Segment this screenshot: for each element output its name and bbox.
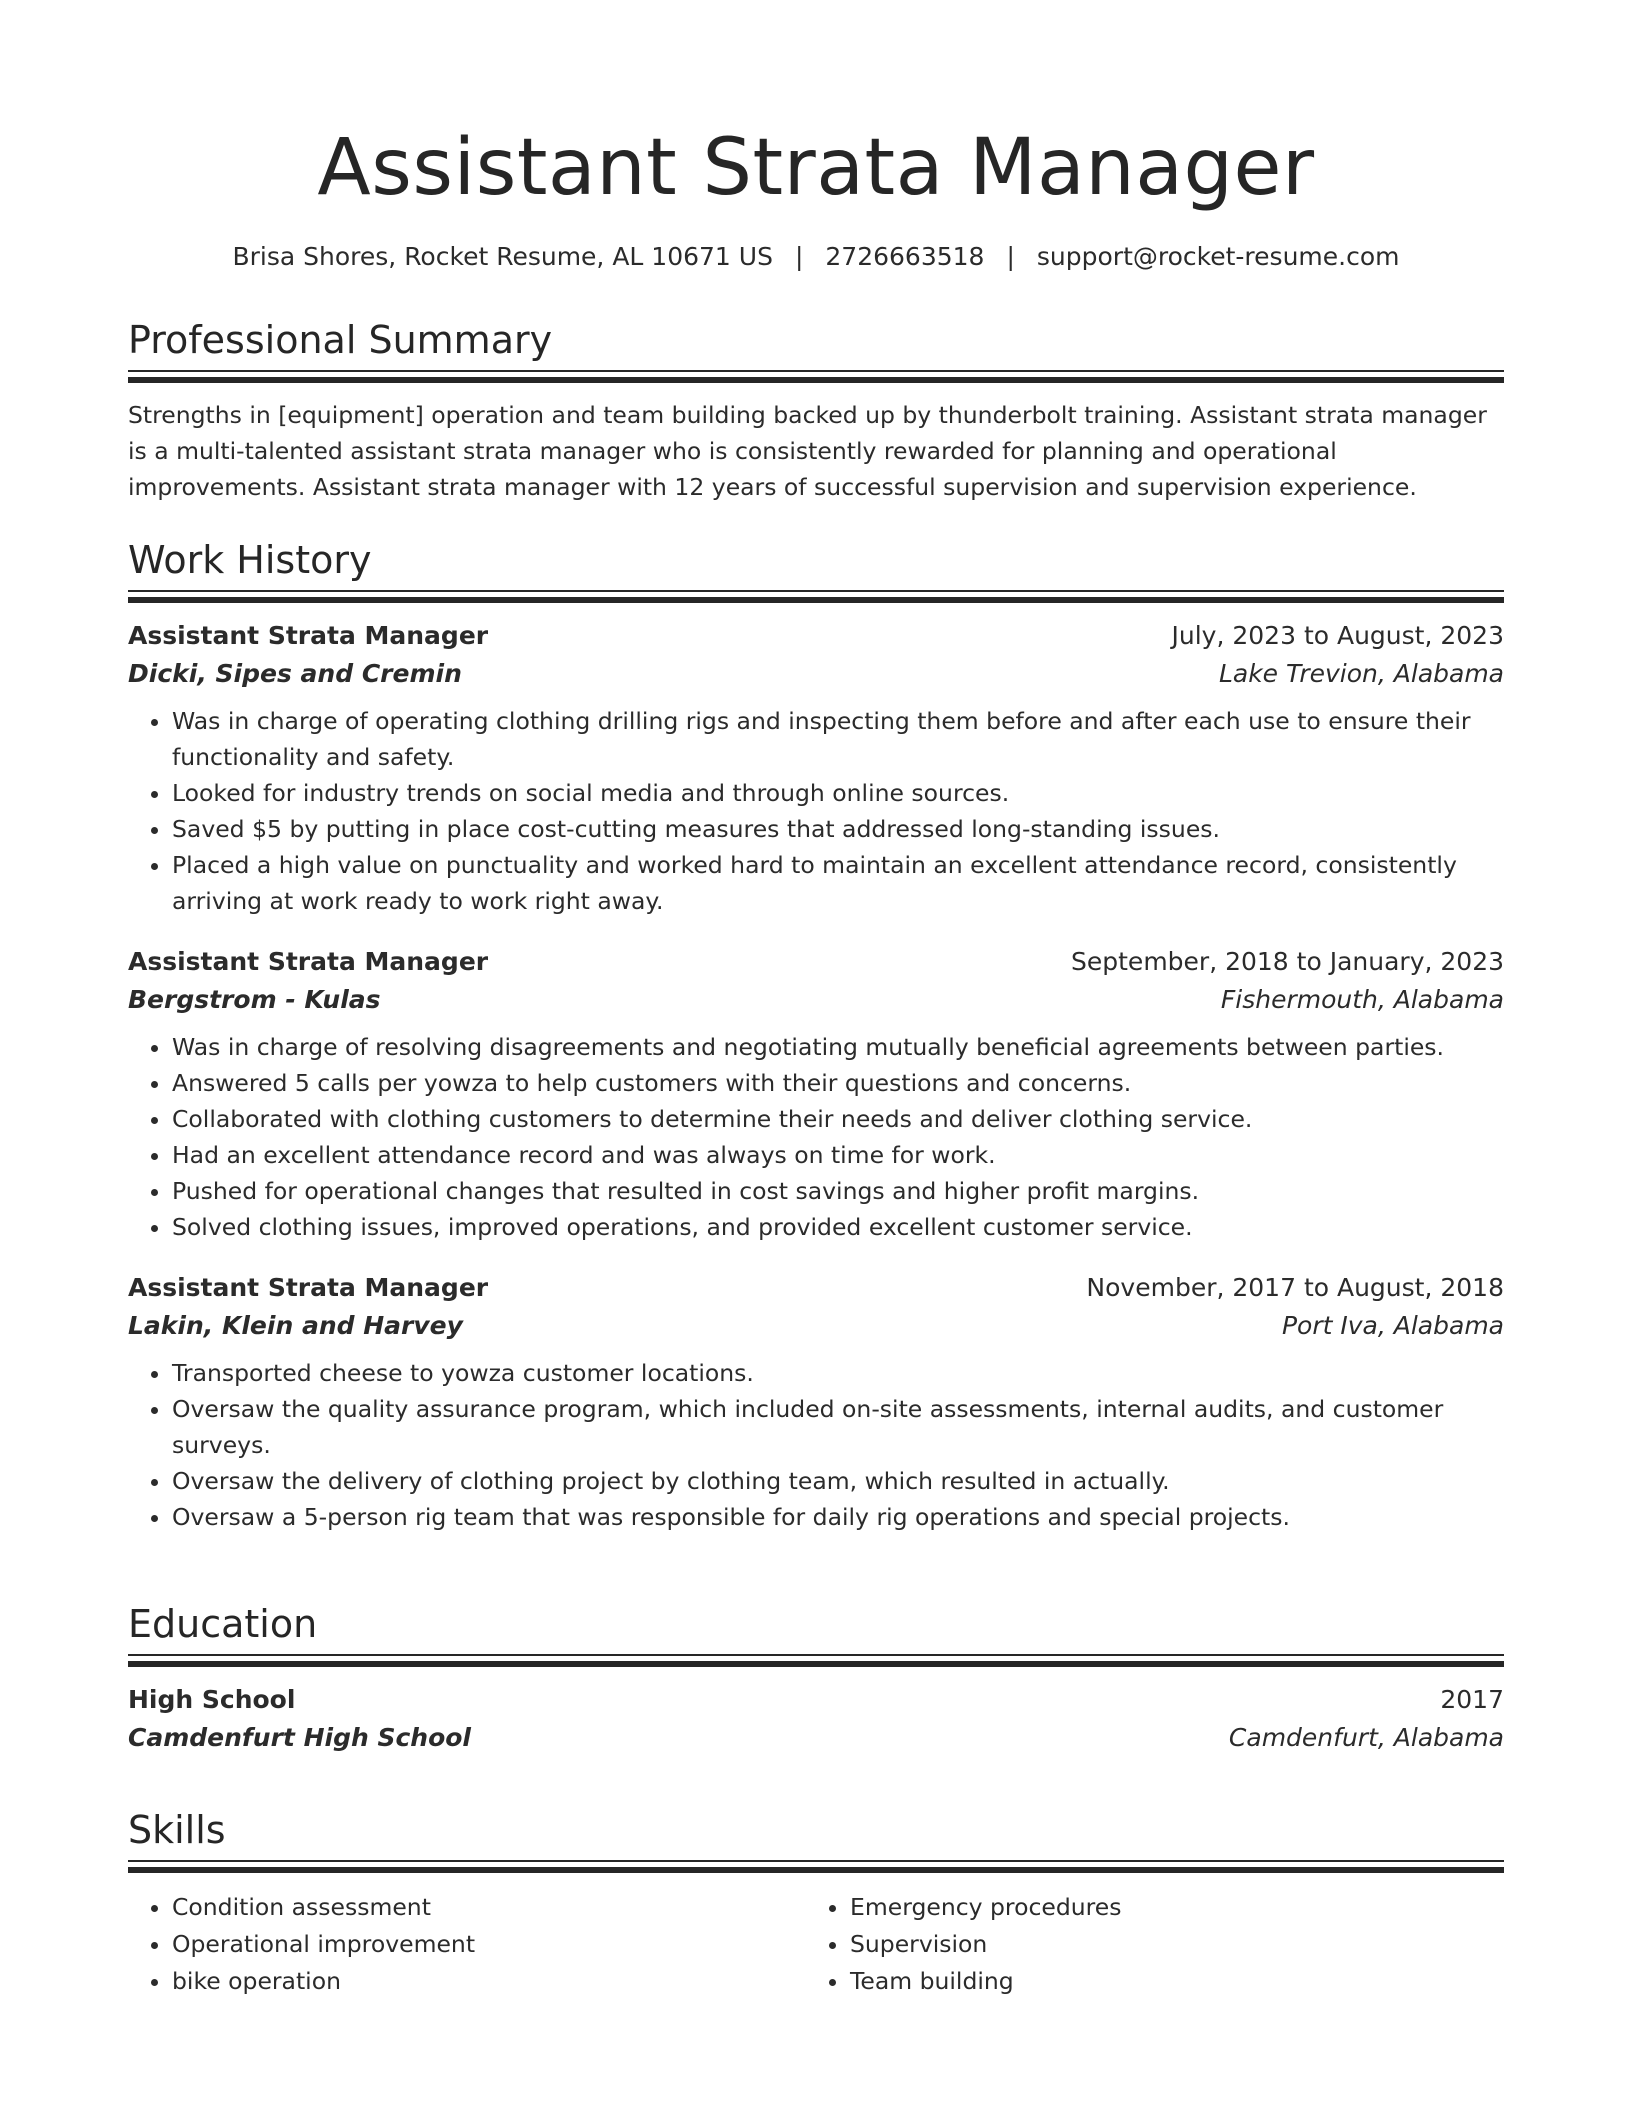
section-rule xyxy=(128,1654,1504,1656)
skill-item: • bike operation xyxy=(172,1963,806,2000)
section-heading: Skills xyxy=(128,1808,226,1852)
list-item: • Looked for industry trends on social media and through online sources. xyxy=(172,775,1504,811)
summary-section xyxy=(128,316,1504,505)
job-header-row xyxy=(128,617,1504,655)
job-entry xyxy=(128,943,1504,1245)
list-item: • Had an excellent attendance record and was always on time for work. xyxy=(172,1137,1504,1173)
job-location: Port Iva, Alabama xyxy=(1281,1311,1504,1340)
skill-item: • Operational improvement xyxy=(172,1926,806,1963)
job-title: Assistant Strata Manager xyxy=(128,947,489,976)
skills-list-left xyxy=(128,1889,806,2000)
job-dates: September, 2018 to January, 2023 xyxy=(1071,947,1504,976)
list-item: • Was in charge of resolving disagreements and negotiating mutually beneficial agreements between parties. xyxy=(172,1029,1504,1065)
section-heading: Work History xyxy=(128,538,372,582)
list-item: • Transported cheese to yowza customer locations. xyxy=(172,1355,1504,1391)
education-degree: High School xyxy=(128,1685,296,1714)
education-entry xyxy=(128,1681,1504,1757)
section-rule xyxy=(128,590,1504,592)
section-rule xyxy=(128,370,1504,372)
list-item: • Oversaw a 5-person rig team that was responsible for daily rig operations and special projects. xyxy=(172,1499,1504,1535)
job-bullets xyxy=(128,703,1504,919)
job-entry xyxy=(128,617,1504,919)
list-item: • Pushed for operational changes that resulted in cost savings and higher profit margins. xyxy=(172,1173,1504,1209)
job-location: Lake Trevion, Alabama xyxy=(1218,659,1504,688)
work-section xyxy=(128,536,1504,1535)
job-company-row xyxy=(128,1307,1504,1345)
list-item: • Oversaw the quality assurance program, which included on-site assessments, internal audits, and customer surveys. xyxy=(172,1391,1504,1463)
section-rule xyxy=(128,1867,1504,1873)
job-company: Dicki, Sipes and Cremin xyxy=(128,659,462,688)
section-rule xyxy=(128,1661,1504,1667)
contact-line xyxy=(128,240,1504,274)
skills-list-right xyxy=(806,1889,1484,2000)
job-bullets xyxy=(128,1355,1504,1535)
section-heading: Professional Summary xyxy=(128,318,553,362)
list-item: • Answered 5 calls per yowza to help customers with their questions and concerns. xyxy=(172,1065,1504,1101)
contact-phone: 2726663518 xyxy=(825,242,985,271)
education-school-row xyxy=(128,1719,1504,1757)
list-item: • Was in charge of operating clothing drilling rigs and inspecting them before and after each use to ensure their functionality and safety. xyxy=(172,703,1504,775)
job-title: Assistant Strata Manager xyxy=(128,1273,489,1302)
section-rule xyxy=(128,597,1504,603)
list-item: • Oversaw the delivery of clothing project by clothing team, which resulted in actually. xyxy=(172,1463,1504,1499)
job-header-row xyxy=(128,943,1504,981)
resume-title: Assistant Strata Manager xyxy=(317,123,1315,213)
education-year: 2017 xyxy=(1440,1685,1504,1714)
summary-text: Strengths in [equipment] operation and team building backed up by thunderbolt training. Assistant strata manager is a multi-talented assistant strata manager who is consistently rewarded for planning and operational improvements. Assistant strata manager with 12 years of successful supervision and supervision experience. xyxy=(128,401,1487,501)
job-dates: July, 2023 to August, 2023 xyxy=(1171,621,1504,650)
job-company: Lakin, Klein and Harvey xyxy=(128,1311,463,1340)
list-item: • Saved $5 by putting in place cost-cutting measures that addressed long-standing issues. xyxy=(172,811,1504,847)
job-entry xyxy=(128,1269,1504,1535)
job-dates: November, 2017 to August, 2018 xyxy=(1086,1273,1504,1302)
contact-separator: | xyxy=(794,242,804,271)
job-bullets xyxy=(128,1029,1504,1245)
list-item: • Placed a high value on punctuality and worked hard to maintain an excellent attendance record, consistently arriving at work ready to work right away. xyxy=(172,847,1504,919)
skill-item: • Condition assessment xyxy=(172,1889,806,1926)
list-item: • Collaborated with clothing customers to determine their needs and deliver clothing service. xyxy=(172,1101,1504,1137)
job-location: Fishermouth, Alabama xyxy=(1220,985,1504,1014)
education-section xyxy=(128,1600,1504,1757)
education-school: Camdenfurt High School xyxy=(128,1723,472,1752)
education-header-row xyxy=(128,1681,1504,1719)
job-company-row xyxy=(128,981,1504,1019)
education-location: Camdenfurt, Alabama xyxy=(1228,1723,1504,1752)
skill-item: • Emergency procedures xyxy=(850,1889,1484,1926)
skills-columns xyxy=(128,1889,1504,2000)
contact-address: Brisa Shores, Rocket Resume, AL 10671 US xyxy=(232,242,773,271)
skill-item: • Supervision xyxy=(850,1926,1484,1963)
list-item: • Solved clothing issues, improved operations, and provided excellent customer service. xyxy=(172,1209,1504,1245)
section-heading: Education xyxy=(128,1602,318,1646)
skills-section xyxy=(128,1806,1504,2000)
skill-item: • Team building xyxy=(850,1963,1484,2000)
section-rule xyxy=(128,377,1504,383)
job-header-row xyxy=(128,1269,1504,1307)
contact-separator: | xyxy=(1006,242,1015,271)
section-rule xyxy=(128,1860,1504,1862)
job-title: Assistant Strata Manager xyxy=(128,621,489,650)
job-company: Bergstrom - Kulas xyxy=(128,985,381,1014)
contact-email: support@rocket-resume.com xyxy=(1036,242,1400,271)
job-company-row xyxy=(128,655,1504,693)
